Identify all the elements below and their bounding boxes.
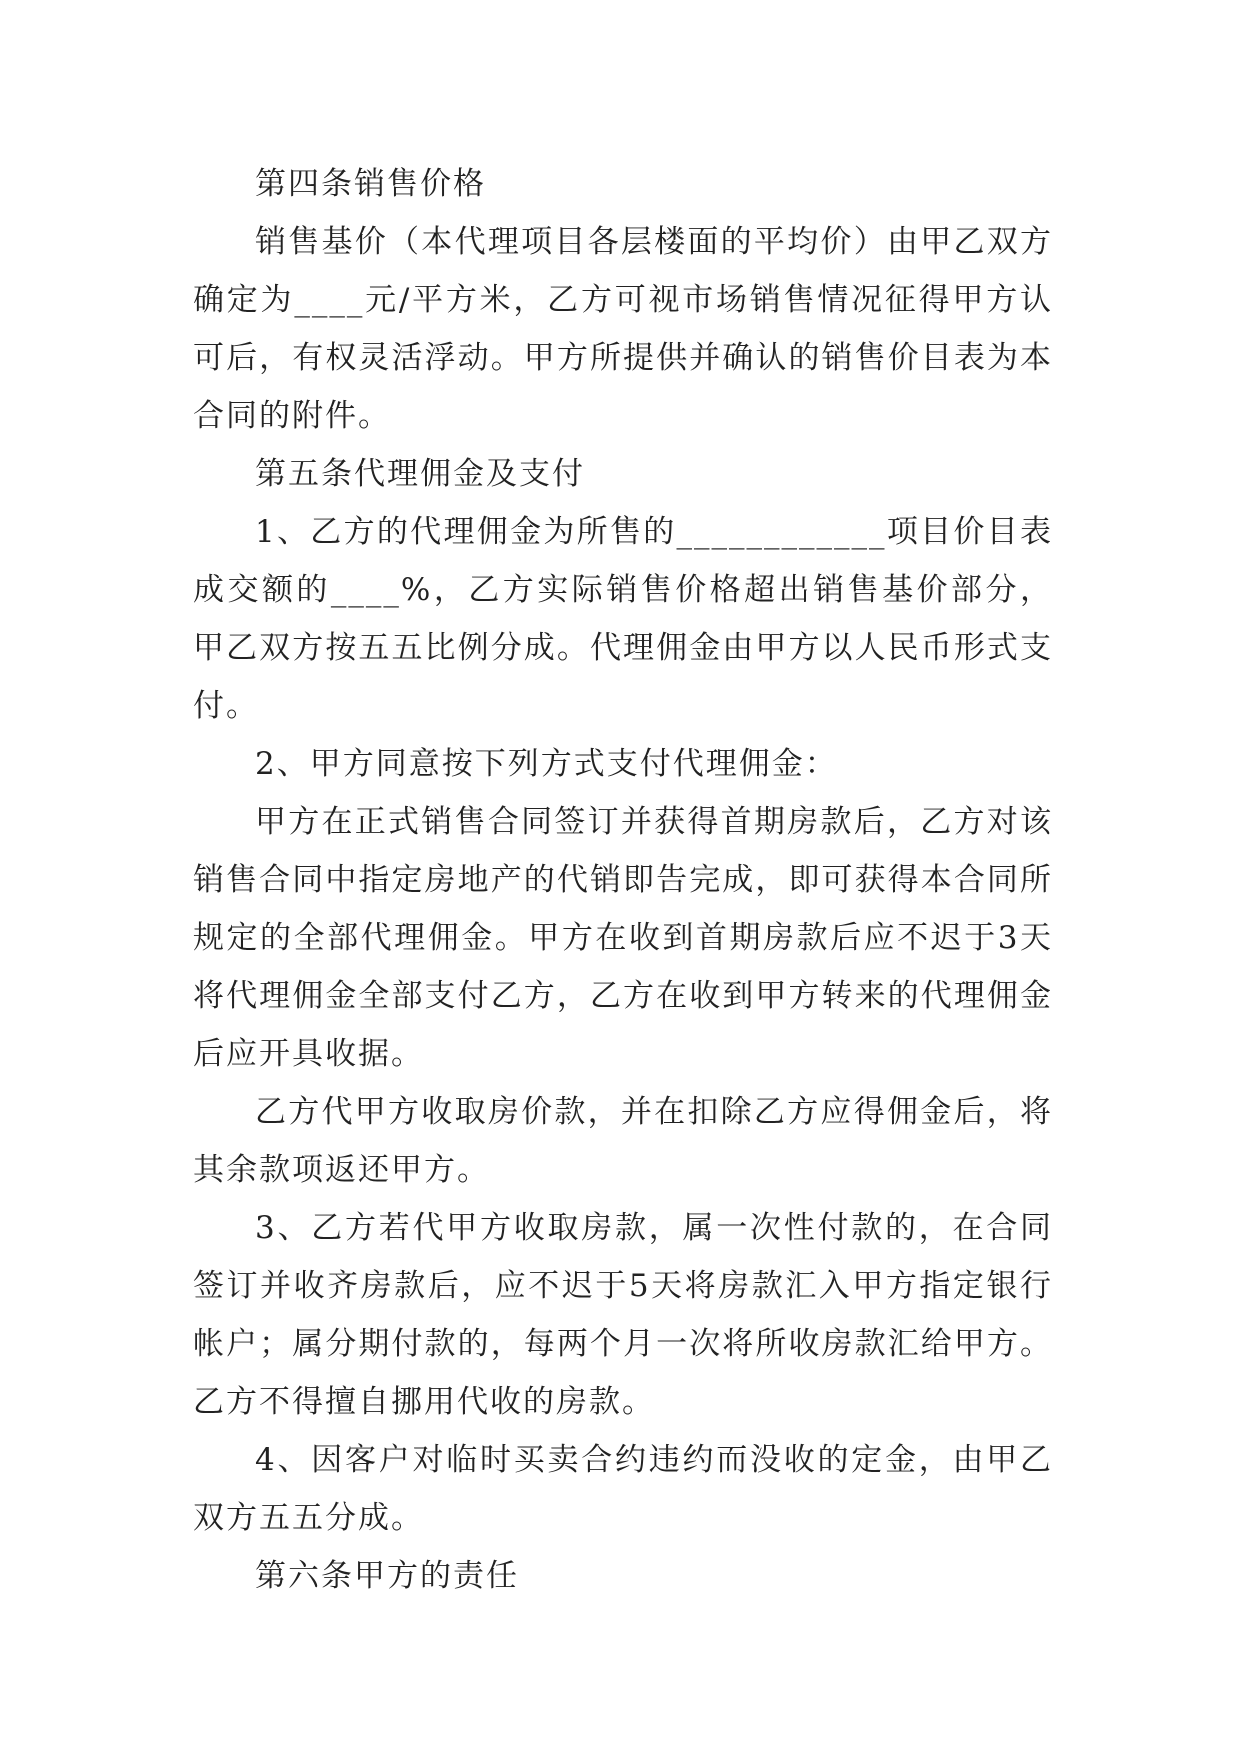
article-5-clause-3: 3、乙方若代甲方收取房款，属一次性付款的，在合同签订并收齐房款后，应不迟于5天将房款汇入甲方指定银行帐户；属分期付款的，每两个月一次将所收房款汇给甲方。乙方不得擅自挪用代收的房款。 — [193, 1210, 1053, 1420]
article-5-clause-1: 1、乙方的代理佣金为所售的____________项目价目表成交额的____%，乙方实际销售价格超出销售基价部分，甲乙双方按五五比例分成。代理佣金由甲方以人民币形式支付。 — [193, 514, 1053, 724]
article-4-paragraph: 销售基价（本代理项目各层楼面的平均价）由甲乙双方确定为____元/平方米，乙方可视市场销售情况征得甲方认可后，有权灵活浮动。甲方所提供并确认的销售价目表为本合同的附件。 — [193, 224, 1053, 434]
article-5-clause-2: 2、甲方同意按下列方式支付代理佣金： — [255, 746, 838, 782]
article-5-clause-4: 4、因客户对临时买卖合约违约而没收的定金，由甲乙双方五五分成。 — [193, 1442, 1053, 1536]
document-body — [193, 155, 1053, 1605]
article-5-clause-2-collection: 乙方代甲方收取房价款，并在扣除乙方应得佣金后，将其余款项返还甲方。 — [193, 1094, 1053, 1188]
article-5-clause-2-detail: 甲方在正式销售合同签订并获得首期房款后，乙方对该销售合同中指定房地产的代销即告完成，即可获得本合同所规定的全部代理佣金。甲方在收到首期房款后应不迟于3天将代理佣金全部支付乙方，乙方在收到甲方转来的代理佣金后应开具收据。 — [193, 804, 1053, 1072]
article-4-heading: 第四条销售价格 — [255, 166, 486, 202]
article-6-heading: 第六条甲方的责任 — [255, 1558, 519, 1594]
article-5-heading: 第五条代理佣金及支付 — [255, 456, 585, 492]
